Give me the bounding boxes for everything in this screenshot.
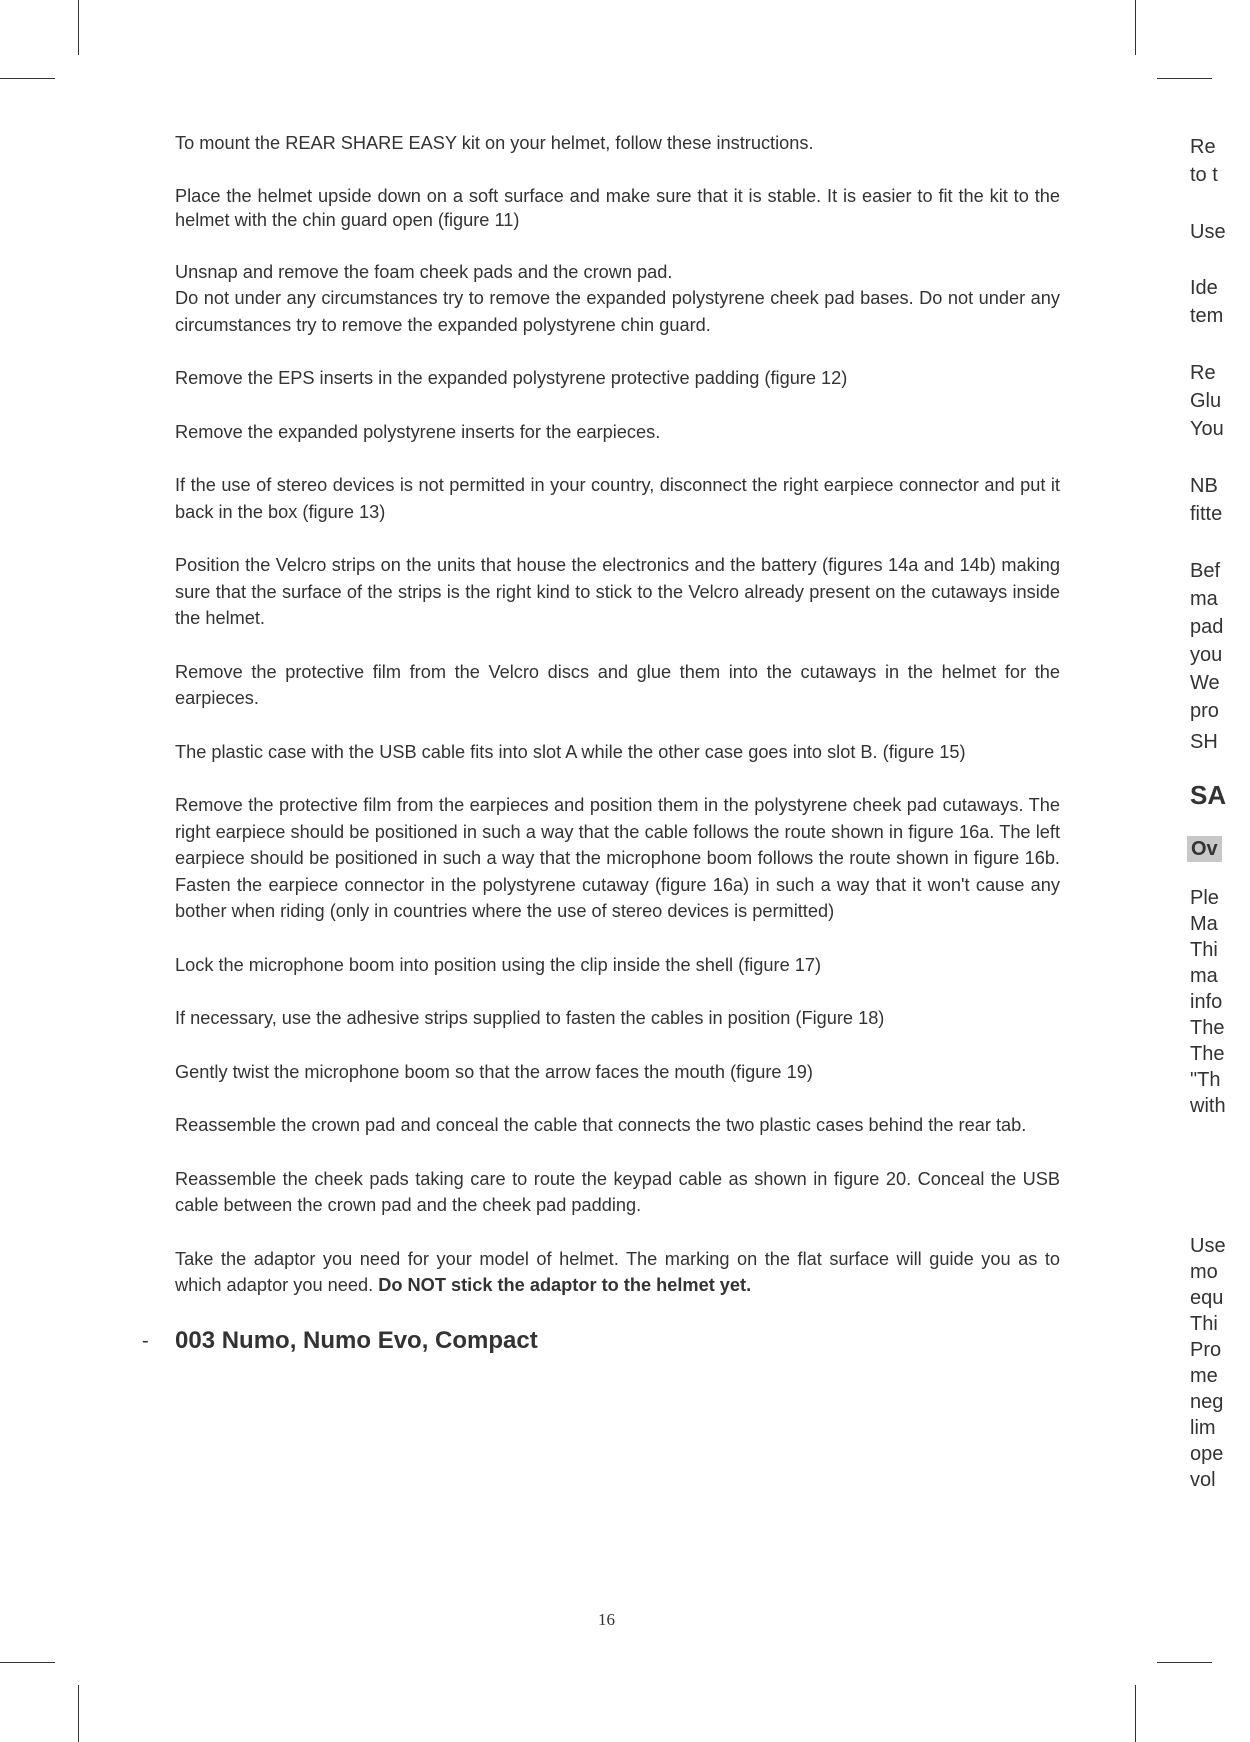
paragraph: Place the helmet upside down on a soft surface and make sure that it is stable. It is easier to fit the kit to the helmet with the chin guard open (figure 11) (175, 185, 1060, 230)
fragment: lim (1190, 1417, 1216, 1439)
adjacent-page-fragments (1190, 0, 1250, 1742)
paragraph: Lock the microphone boom into position using the clip inside the shell (figure 17) (175, 954, 822, 975)
fragment: You (1190, 418, 1224, 440)
paragraph: Reassemble the cheek pads taking care to route the keypad cable as shown in figure 20. Conceal the USB cable between the crown pad and the cheek pad padding. (175, 1168, 1060, 1215)
paragraph: Remove the expanded polystyrene inserts for the earpieces. (175, 421, 661, 442)
adaptor-text: Take the adaptor you need for your model of helmet. The marking on the flat surface will guide you as to which adaptor you need. (175, 1248, 1060, 1295)
paragraph: If necessary, use the adhesive strips supplied to fasten the cables in position (Figure 18) (175, 1008, 885, 1028)
fragment: Re (1190, 362, 1216, 384)
paragraph: Reassemble the crown pad and conceal the cable that connects the two plastic cases behind the rear tab. (175, 1115, 1027, 1135)
fragment: vol (1190, 1469, 1216, 1491)
fragment: We (1190, 672, 1220, 694)
fragment: with (1190, 1095, 1226, 1117)
fragment: to t (1190, 164, 1218, 186)
fragment: Re (1190, 136, 1216, 158)
instructions-column (142, 130, 1060, 1356)
fragment: "Th (1190, 1069, 1221, 1091)
fragment: fitte (1190, 503, 1223, 525)
paragraph: Remove the protective film from the Velcro discs and glue them into the cutaways in the helmet for the earpieces. (175, 661, 1060, 708)
fragment: ope (1190, 1443, 1224, 1465)
fragment: equ (1190, 1287, 1224, 1309)
heading-dash: - (142, 1329, 149, 1352)
fragment: mo (1190, 1261, 1218, 1283)
crop-mark (78, 1685, 79, 1742)
adaptor-warning: Do NOT stick the adaptor to the helmet yet. (378, 1275, 752, 1295)
fragment: NB (1190, 475, 1218, 497)
paragraph: Do not under any circumstances try to remove the expanded polystyrene cheek pad bases. Do not under any circumstances try to remove the expanded polystyrene chin guard. (175, 288, 1060, 335)
fragment: Pro (1190, 1339, 1222, 1361)
fragment: pad (1190, 616, 1224, 638)
fragment: ma (1190, 588, 1218, 610)
fragment: Thi (1190, 939, 1218, 961)
fragment: neg (1190, 1391, 1224, 1413)
paragraph: Remove the EPS inserts in the expanded polystyrene protective padding (figure 12) (175, 368, 848, 388)
fragment: pro (1190, 700, 1219, 722)
crop-mark (0, 1662, 55, 1663)
fragment: me (1190, 1365, 1218, 1387)
fragment: you (1190, 644, 1223, 666)
fragment: The (1190, 1043, 1225, 1065)
crop-mark (1135, 0, 1136, 55)
fragment: Bef (1190, 560, 1221, 582)
paragraph: Position the Velcro strips on the units that house the electronics and the battery (figures 14a and 14b) making sure that the surface of the strips is the right kind to stick to the Velcro already present on the cutaways inside the helmet. (175, 555, 1060, 628)
fragment: Ma (1190, 913, 1218, 935)
fragment: Use (1190, 1235, 1226, 1257)
heading-text: 003 Numo, Numo Evo, Compact (175, 1326, 538, 1354)
fragment: ma (1190, 965, 1218, 987)
fragment: SH (1190, 731, 1218, 753)
fragment: The (1190, 1017, 1225, 1039)
fragment: Thi (1190, 1313, 1218, 1335)
paragraph: Gently twist the microphone boom so that the arrow faces the mouth (figure 19) (175, 1061, 813, 1082)
paragraph: Remove the protective film from the earpieces and position them in the polystyrene cheek pad cutaways. The right earpiece should be positioned in such a way that the cable follows the route shown in figure 16a. The left earpiece should be positioned in such a way that the microphone boom follows the route shown in figure 16b. Fasten the earpiece connector in the polystyrene cutaway (figure 16a) in such a way that it won't cause any bother when riding (only in countries where the use of stereo devices is permitted) (175, 795, 1060, 921)
section-heading (142, 1326, 1060, 1356)
fragment-heading: SA (1190, 780, 1227, 810)
crop-mark (1135, 1685, 1136, 1742)
fragment: Ple (1190, 887, 1219, 909)
page-number: 16 (598, 1610, 615, 1629)
fragment: Glu (1190, 390, 1222, 412)
paragraph: Unsnap and remove the foam cheek pads and the crown pad. (175, 261, 673, 282)
fragment: Use (1190, 221, 1226, 243)
fragment-subheading: Ov (1187, 836, 1222, 862)
crop-mark (78, 0, 79, 55)
paragraph: The plastic case with the USB cable fits into slot A while the other case goes into slot B. (figure 15) (175, 741, 966, 762)
fragment: Ide (1190, 277, 1218, 299)
fragment: tem (1190, 305, 1224, 327)
paragraph: To mount the REAR SHARE EASY kit on your helmet, follow these instructions. (175, 133, 814, 153)
adaptor-paragraph (175, 1246, 1060, 1299)
paragraph: If the use of stereo devices is not permitted in your country, disconnect the right earpiece connector and put it back in the box (figure 13) (175, 475, 1060, 522)
fragment: info (1190, 991, 1223, 1013)
crop-mark (0, 78, 55, 79)
